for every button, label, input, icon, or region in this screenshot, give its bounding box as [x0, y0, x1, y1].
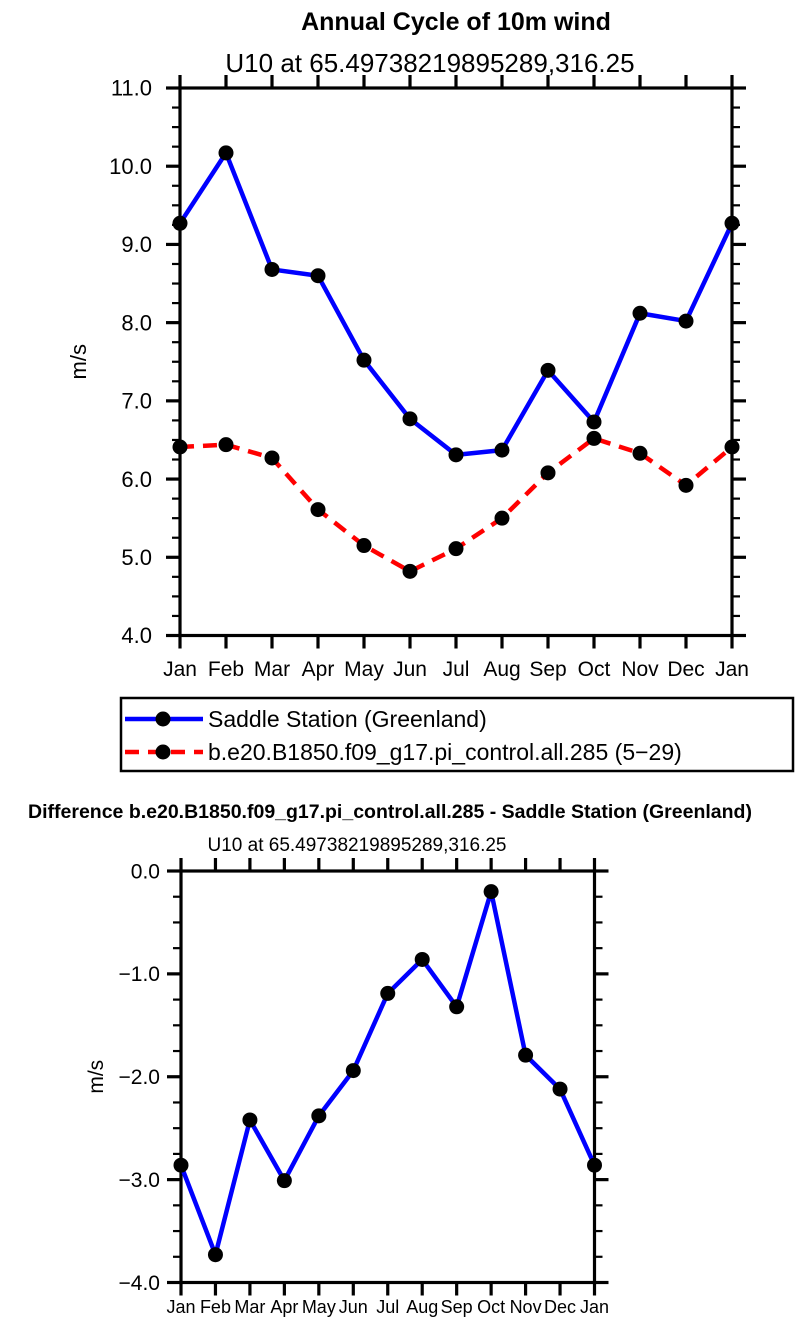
- x-tick-label: Apr: [301, 658, 335, 681]
- data-point-marker: [725, 440, 740, 455]
- x-tick-label: Jul: [376, 1297, 400, 1317]
- x-tick-label: Dec: [667, 658, 705, 681]
- y-tick-label: 5.0: [121, 544, 152, 570]
- data-point-marker: [484, 884, 499, 899]
- x-tick-label: Jan: [163, 658, 197, 681]
- data-point-marker: [311, 268, 326, 283]
- y-tick-label: −3.0: [118, 1168, 160, 1192]
- x-tick-label: Feb: [207, 658, 245, 681]
- data-point-marker: [219, 437, 234, 452]
- y-tick-label: −4.0: [118, 1271, 160, 1295]
- x-tick-label: Feb: [199, 1297, 231, 1317]
- difference-chart-subtitle: U10 at 65.49738219895289,316.25: [207, 835, 507, 856]
- data-point-marker: [311, 502, 326, 517]
- data-point-marker: [403, 411, 418, 426]
- legend-label: Saddle Station (Greenland): [208, 706, 487, 732]
- data-point-marker: [449, 999, 464, 1014]
- data-point-marker: [633, 446, 648, 461]
- data-point-marker: [553, 1082, 568, 1097]
- x-tick-label: Aug: [406, 1297, 439, 1317]
- data-point-marker: [449, 541, 464, 556]
- data-point-marker: [587, 431, 602, 446]
- legend-marker: [156, 745, 171, 760]
- data-point-marker: [380, 986, 395, 1001]
- data-point-marker: [173, 440, 188, 455]
- x-tick-label: Jan: [166, 1297, 196, 1317]
- x-tick-label: Jun: [393, 658, 427, 681]
- y-tick-label: 11.0: [110, 75, 152, 101]
- y-tick-label: 0.0: [130, 860, 160, 884]
- y-axis-title: m/s: [85, 1059, 108, 1094]
- plot-frame: [181, 871, 595, 1283]
- x-tick-label: Aug: [483, 658, 521, 681]
- data-point-marker: [449, 447, 464, 462]
- annual-cycle-chart-subtitle: U10 at 65.49738219895289,316.25: [225, 48, 635, 78]
- data-point-marker: [357, 353, 372, 368]
- series-line-0: [180, 153, 732, 455]
- data-point-marker: [311, 1108, 326, 1123]
- data-point-marker: [541, 363, 556, 378]
- data-point-marker: [346, 1063, 361, 1078]
- data-point-marker: [495, 443, 510, 458]
- y-tick-label: 9.0: [121, 232, 152, 258]
- x-tick-label: Oct: [477, 1297, 506, 1317]
- y-tick-label: 8.0: [121, 310, 152, 336]
- x-tick-label: Sep: [440, 1297, 473, 1317]
- difference-plot-area: [0, 790, 797, 1323]
- data-point-marker: [541, 465, 556, 480]
- data-point-marker: [587, 414, 602, 429]
- x-tick-label: Jun: [338, 1297, 368, 1317]
- annual-cycle-chart-title: Annual Cycle of 10m wind: [301, 8, 611, 36]
- data-point-marker: [277, 1173, 292, 1188]
- x-tick-label: Jan: [579, 1297, 610, 1317]
- x-tick-label: Apr: [270, 1297, 299, 1317]
- data-point-marker: [174, 1158, 189, 1173]
- difference-chart-title: Difference b.e20.B1850.f09_g17.pi_control.all.285 - Saddle Station (Greenland): [28, 801, 752, 823]
- difference-chart: [0, 790, 797, 1323]
- legend-label: b.e20.B1850.f09_g17.pi_control.all.285 (5−29): [208, 739, 682, 765]
- x-tick-label: Jan: [715, 658, 749, 681]
- data-point-marker: [208, 1247, 223, 1262]
- x-tick-label: Jul: [442, 658, 470, 681]
- data-point-marker: [518, 1048, 533, 1063]
- x-tick-label: May: [344, 658, 384, 681]
- data-point-marker: [265, 262, 280, 277]
- y-tick-label: −1.0: [118, 963, 160, 987]
- data-point-marker: [587, 1158, 602, 1173]
- y-tick-label: 10.0: [109, 153, 152, 179]
- x-tick-label: Nov: [509, 1297, 542, 1317]
- data-point-marker: [679, 314, 694, 329]
- data-point-marker: [357, 538, 372, 553]
- y-tick-label: −2.0: [118, 1066, 160, 1090]
- x-tick-label: May: [301, 1297, 336, 1317]
- data-point-marker: [219, 145, 234, 160]
- y-tick-label: 7.0: [121, 388, 152, 414]
- y-axis-title: m/s: [66, 344, 91, 380]
- x-tick-label: Dec: [544, 1297, 577, 1317]
- legend-marker: [156, 712, 171, 727]
- y-tick-label: 6.0: [121, 466, 152, 492]
- data-point-marker: [403, 564, 418, 579]
- x-tick-label: Oct: [577, 658, 611, 681]
- data-point-marker: [173, 216, 188, 231]
- data-point-marker: [495, 511, 510, 526]
- x-tick-label: Nov: [621, 658, 659, 681]
- data-point-marker: [415, 952, 430, 967]
- data-point-marker: [679, 478, 694, 493]
- data-point-marker: [242, 1112, 257, 1127]
- x-tick-label: Mar: [234, 1297, 266, 1317]
- y-tick-label: 4.0: [121, 623, 152, 649]
- x-tick-label: Sep: [529, 658, 567, 681]
- data-point-marker: [265, 450, 280, 465]
- data-point-marker: [725, 216, 740, 231]
- series-line-0: [181, 892, 595, 1255]
- data-point-marker: [633, 306, 648, 321]
- x-tick-label: Mar: [253, 658, 291, 681]
